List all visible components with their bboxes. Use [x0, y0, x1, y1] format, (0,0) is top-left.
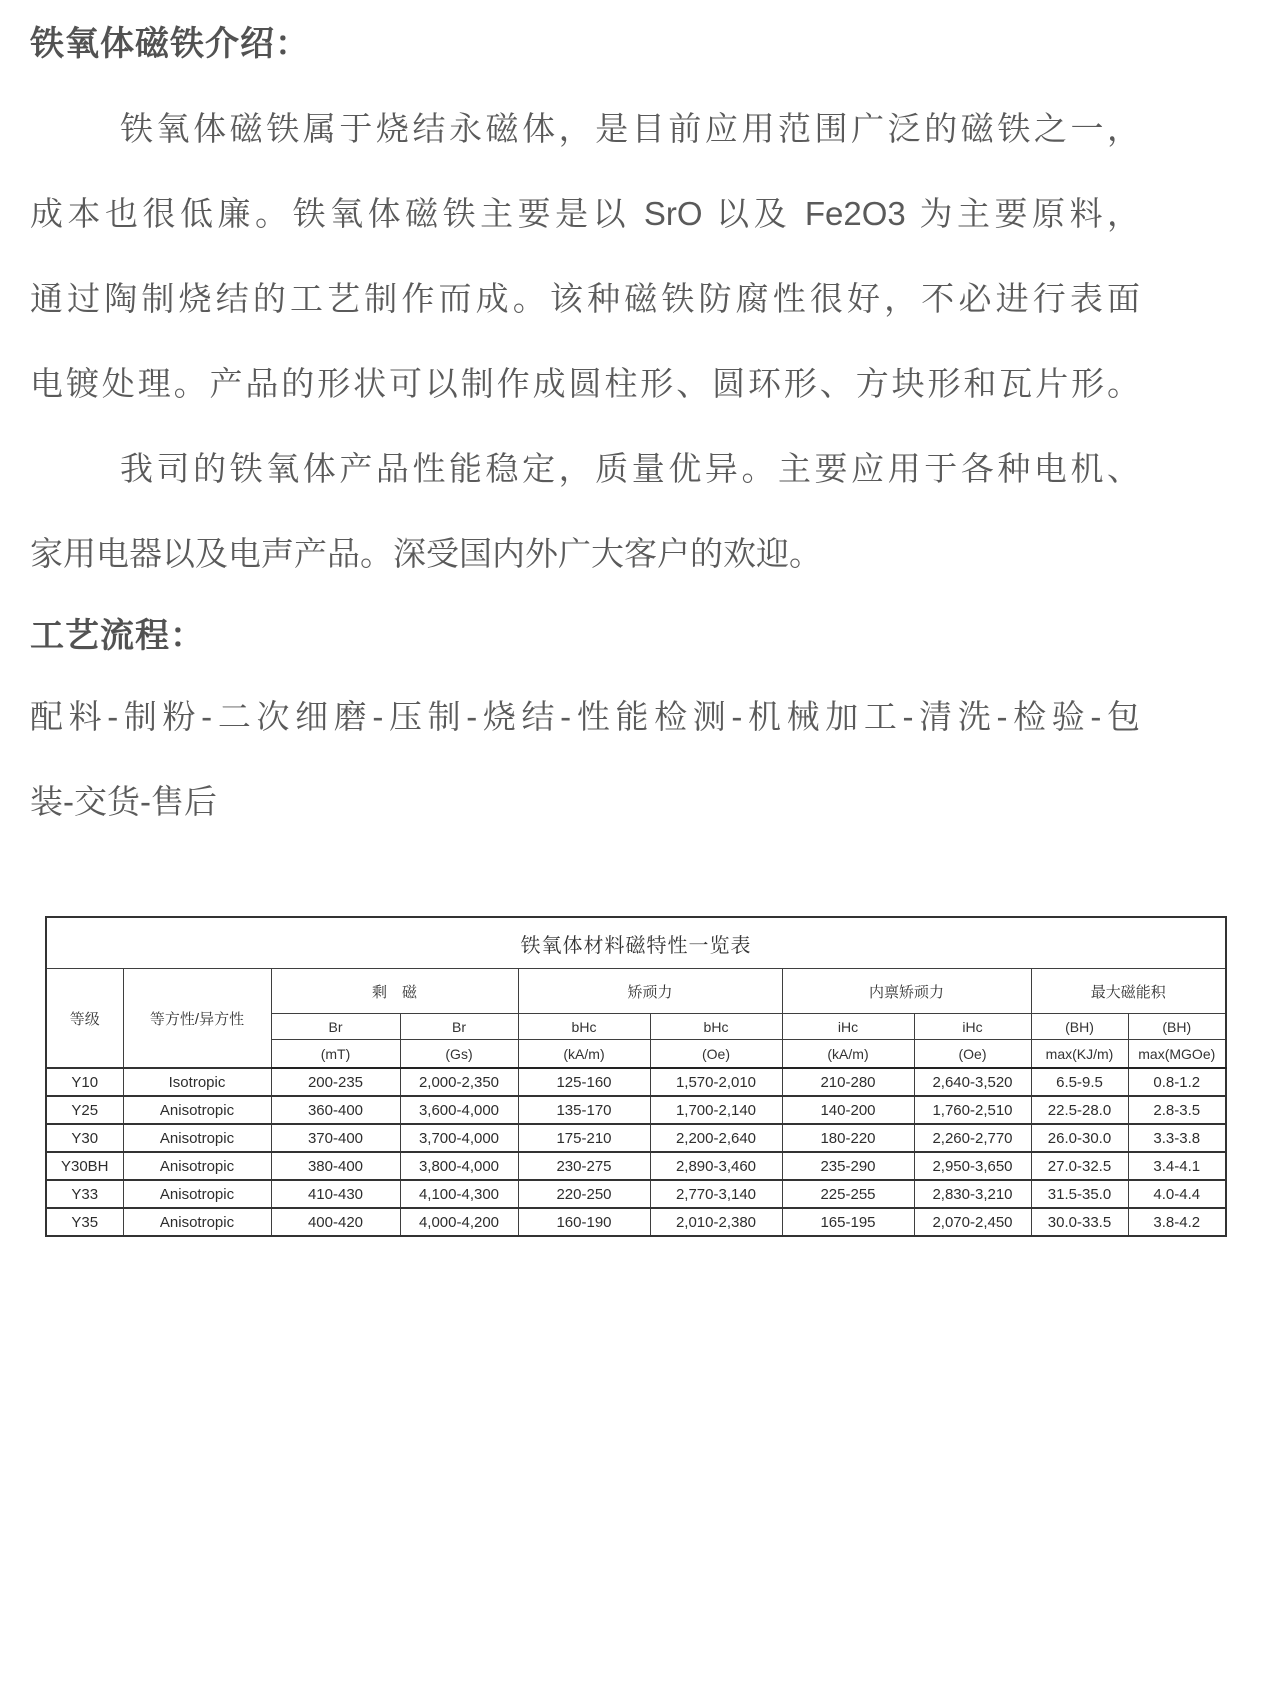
cell-bh-mgoe: 3.8-4.2: [1128, 1208, 1226, 1236]
table-row-y30: [46, 1124, 1226, 1152]
intro-heading: 铁氧体磁铁介绍：: [30, 25, 310, 63]
cell-isotropy: Isotropic: [123, 1068, 271, 1096]
cell-bhc-oe: 1,570-2,010: [650, 1068, 782, 1096]
cell-grade: Y10: [46, 1068, 123, 1096]
col-header-grade: 等级: [46, 969, 123, 1069]
group-header-coercivity: 矫顽力: [518, 969, 782, 1014]
cell-br-gs: 3,600-4,000: [400, 1096, 518, 1124]
cell-bhc-kam: 125-160: [518, 1068, 650, 1096]
cell-br-gs: 2,000-2,350: [400, 1068, 518, 1096]
cell-grade: Y30: [46, 1124, 123, 1152]
subheader-bh-mgoe: (BH): [1128, 1014, 1226, 1040]
cell-br-gs: 3,800-4,000: [400, 1152, 518, 1180]
cell-br-mt: 360-400: [271, 1096, 400, 1124]
cell-bhc-oe: 2,890-3,460: [650, 1152, 782, 1180]
cell-br-mt: 200-235: [271, 1068, 400, 1096]
cell-ihc-oe: 2,950-3,650: [914, 1152, 1031, 1180]
cell-ihc-oe: 2,070-2,450: [914, 1208, 1031, 1236]
cell-br-gs: 3,700-4,000: [400, 1124, 518, 1152]
cell-br-mt: 410-430: [271, 1180, 400, 1208]
cell-br-gs: 4,000-4,200: [400, 1208, 518, 1236]
cell-ihc-oe: 1,760-2,510: [914, 1096, 1031, 1124]
cell-bh-kjm: 22.5-28.0: [1031, 1096, 1128, 1124]
intro-paragraph-1: [30, 86, 1140, 426]
unit-mt: (mT): [271, 1040, 400, 1069]
cell-bh-mgoe: 3.4-4.1: [1128, 1152, 1226, 1180]
paragraph-line: 通过陶制烧结的工艺制作而成。该种磁铁防腐性很好，不必进行表面: [30, 280, 1140, 317]
cell-bh-kjm: 27.0-32.5: [1031, 1152, 1128, 1180]
intro-paragraph-2: [30, 426, 1140, 596]
cell-ihc-oe: 2,640-3,520: [914, 1068, 1031, 1096]
unit-oe-1: (Oe): [650, 1040, 782, 1069]
subheader-br-mt: Br: [271, 1014, 400, 1040]
unit-max-mgoe: max(MGOe): [1128, 1040, 1226, 1069]
subheader-ihc-kam: iHc: [782, 1014, 914, 1040]
table-row-y35: [46, 1208, 1226, 1236]
group-header-remanence: 剩 磁: [271, 969, 518, 1014]
cell-bh-kjm: 26.0-30.0: [1031, 1124, 1128, 1152]
table-row-y10: [46, 1068, 1226, 1096]
process-flow-line: 装-交货-售后: [30, 783, 217, 820]
table-group-header-row: [46, 969, 1226, 1014]
process-flow-paragraph: [30, 674, 1140, 844]
paragraph-line: 电镀处理。产品的形状可以制作成圆柱形、圆环形、方块形和瓦片形。: [30, 365, 1140, 402]
table-row-y30bh: [46, 1152, 1226, 1180]
group-header-intrinsic-coercivity: 内禀矫顽力: [782, 969, 1031, 1014]
paragraph-line: 家用电器以及电声产品。深受国内外广大客户的欢迎。: [30, 535, 822, 572]
cell-ihc-kam: 140-200: [782, 1096, 914, 1124]
cell-bhc-oe: 2,200-2,640: [650, 1124, 782, 1152]
cell-br-mt: 380-400: [271, 1152, 400, 1180]
cell-br-mt: 400-420: [271, 1208, 400, 1236]
cell-grade: Y35: [46, 1208, 123, 1236]
cell-isotropy: Anisotropic: [123, 1152, 271, 1180]
cell-bhc-kam: 175-210: [518, 1124, 650, 1152]
subheader-bhc-oe: bHc: [650, 1014, 782, 1040]
subheader-bh-kjm: (BH): [1031, 1014, 1128, 1040]
paragraph-line: 成本也很低廉。铁氧体磁铁主要是以 SrO 以及 Fe2O3 为主要原料，: [30, 195, 1140, 232]
cell-ihc-oe: 2,830-3,210: [914, 1180, 1031, 1208]
cell-ihc-oe: 2,260-2,770: [914, 1124, 1031, 1152]
unit-oe-2: (Oe): [914, 1040, 1031, 1069]
cell-bh-mgoe: 4.0-4.4: [1128, 1180, 1226, 1208]
subheader-ihc-oe: iHc: [914, 1014, 1031, 1040]
paragraph-line: 我司的铁氧体产品性能稳定，质量优异。主要应用于各种电机、: [120, 450, 1140, 487]
table-title: 铁氧体材料磁特性一览表: [46, 917, 1226, 969]
cell-ihc-kam: 165-195: [782, 1208, 914, 1236]
cell-bh-mgoe: 0.8-1.2: [1128, 1068, 1226, 1096]
cell-bhc-kam: 135-170: [518, 1096, 650, 1124]
cell-bhc-kam: 220-250: [518, 1180, 650, 1208]
process-flow-line: 配料-制粉-二次细磨-压制-烧结-性能检测-机械加工-清洗-检验-包: [30, 698, 1140, 735]
cell-br-mt: 370-400: [271, 1124, 400, 1152]
cell-ihc-kam: 235-290: [782, 1152, 914, 1180]
cell-bhc-oe: 2,770-3,140: [650, 1180, 782, 1208]
cell-ihc-kam: 225-255: [782, 1180, 914, 1208]
cell-bhc-kam: 160-190: [518, 1208, 650, 1236]
document-content: [30, 14, 1140, 844]
cell-ihc-kam: 180-220: [782, 1124, 914, 1152]
group-header-max-energy-product: 最大磁能积: [1031, 969, 1226, 1014]
cell-isotropy: Anisotropic: [123, 1208, 271, 1236]
cell-bh-kjm: 6.5-9.5: [1031, 1068, 1128, 1096]
table-row-y25: [46, 1096, 1226, 1124]
process-heading: 工艺流程：: [30, 617, 205, 655]
cell-ihc-kam: 210-280: [782, 1068, 914, 1096]
cell-grade: Y30BH: [46, 1152, 123, 1180]
cell-isotropy: Anisotropic: [123, 1124, 271, 1152]
subheader-br-gs: Br: [400, 1014, 518, 1040]
col-header-isotropy: 等方性/异方性: [123, 969, 271, 1069]
table-row-y33: [46, 1180, 1226, 1208]
cell-bh-kjm: 30.0-33.5: [1031, 1208, 1128, 1236]
table-title-row: [46, 917, 1226, 969]
cell-bh-mgoe: 2.8-3.5: [1128, 1096, 1226, 1124]
cell-bhc-oe: 2,010-2,380: [650, 1208, 782, 1236]
cell-grade: Y25: [46, 1096, 123, 1124]
paragraph-line: 铁氧体磁铁属于烧结永磁体，是目前应用范围广泛的磁铁之一，: [120, 110, 1140, 147]
unit-kam-1: (kA/m): [518, 1040, 650, 1069]
cell-br-gs: 4,100-4,300: [400, 1180, 518, 1208]
cell-grade: Y33: [46, 1180, 123, 1208]
subheader-bhc-kam: bHc: [518, 1014, 650, 1040]
cell-bhc-oe: 1,700-2,140: [650, 1096, 782, 1124]
cell-bhc-kam: 230-275: [518, 1152, 650, 1180]
magnetic-properties-table: [45, 916, 1227, 1237]
unit-max-kjm: max(KJ/m): [1031, 1040, 1128, 1069]
unit-kam-2: (kA/m): [782, 1040, 914, 1069]
cell-isotropy: Anisotropic: [123, 1096, 271, 1124]
cell-bh-kjm: 31.5-35.0: [1031, 1180, 1128, 1208]
cell-isotropy: Anisotropic: [123, 1180, 271, 1208]
cell-bh-mgoe: 3.3-3.8: [1128, 1124, 1226, 1152]
unit-gs: (Gs): [400, 1040, 518, 1069]
